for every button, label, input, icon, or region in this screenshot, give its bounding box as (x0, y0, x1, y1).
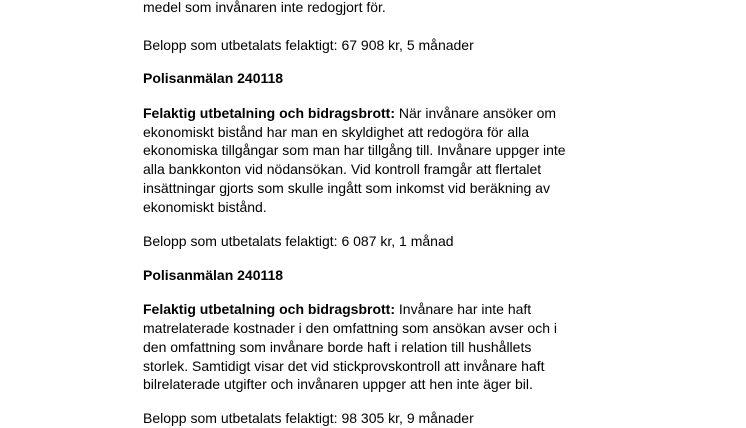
amount-paid-incorrectly: Belopp som utbetalats felaktigt: 6 087 kr, 1 månad (143, 233, 454, 249)
case-description-line: matrelaterade kostnader i den omfattning som ansökan avser och i (143, 320, 558, 336)
case-label: Felaktig utbetalning och bidragsbrott: (143, 105, 395, 121)
case-description-line: alla bankkonton vid nödansökan. Vid kontroll framgår att flertalet (143, 161, 542, 177)
case-description-line: ekonomiska tillgångar som man har tillgång till. Invånare uppger inte (143, 142, 566, 158)
case-description-line: ekonomiskt bistånd. (143, 199, 267, 215)
amount-paid-incorrectly: Belopp som utbetalats felaktigt: 98 305 kr, 9 månader (143, 410, 474, 426)
case-description-line: Felaktig utbetalning och bidragsbrott: När invånare ansöker om (143, 105, 557, 121)
paragraph-fragment: medel som invånaren inte redogjort för. (143, 0, 386, 15)
case-description-line: insättningar gjorts som skulle ingått som inkomst vid beräkning av (143, 180, 550, 196)
amount-paid-incorrectly: Belopp som utbetalats felaktigt: 67 908 kr, 5 månader (143, 37, 474, 53)
section-heading: Polisanmälan 240118 (143, 267, 284, 283)
case-description-line: Felaktig utbetalning och bidragsbrott: Invånare har inte haft (143, 301, 532, 317)
case-description-line: den omfattning som invånare borde haft i relation till hushållets (143, 339, 532, 355)
case-description-line: bilrelaterade utgifter och invånaren uppger att hen inte äger bil. (143, 376, 533, 392)
case-label: Felaktig utbetalning och bidragsbrott: (143, 301, 395, 317)
case-description-line: storlek. Samtidigt visar det vid stickprovskontroll att invånare haft (143, 358, 545, 374)
section-heading: Polisanmälan 240118 (143, 70, 284, 86)
case-description-line: ekonomiskt bistånd har man en skyldighet att redogöra för alla (143, 124, 529, 140)
